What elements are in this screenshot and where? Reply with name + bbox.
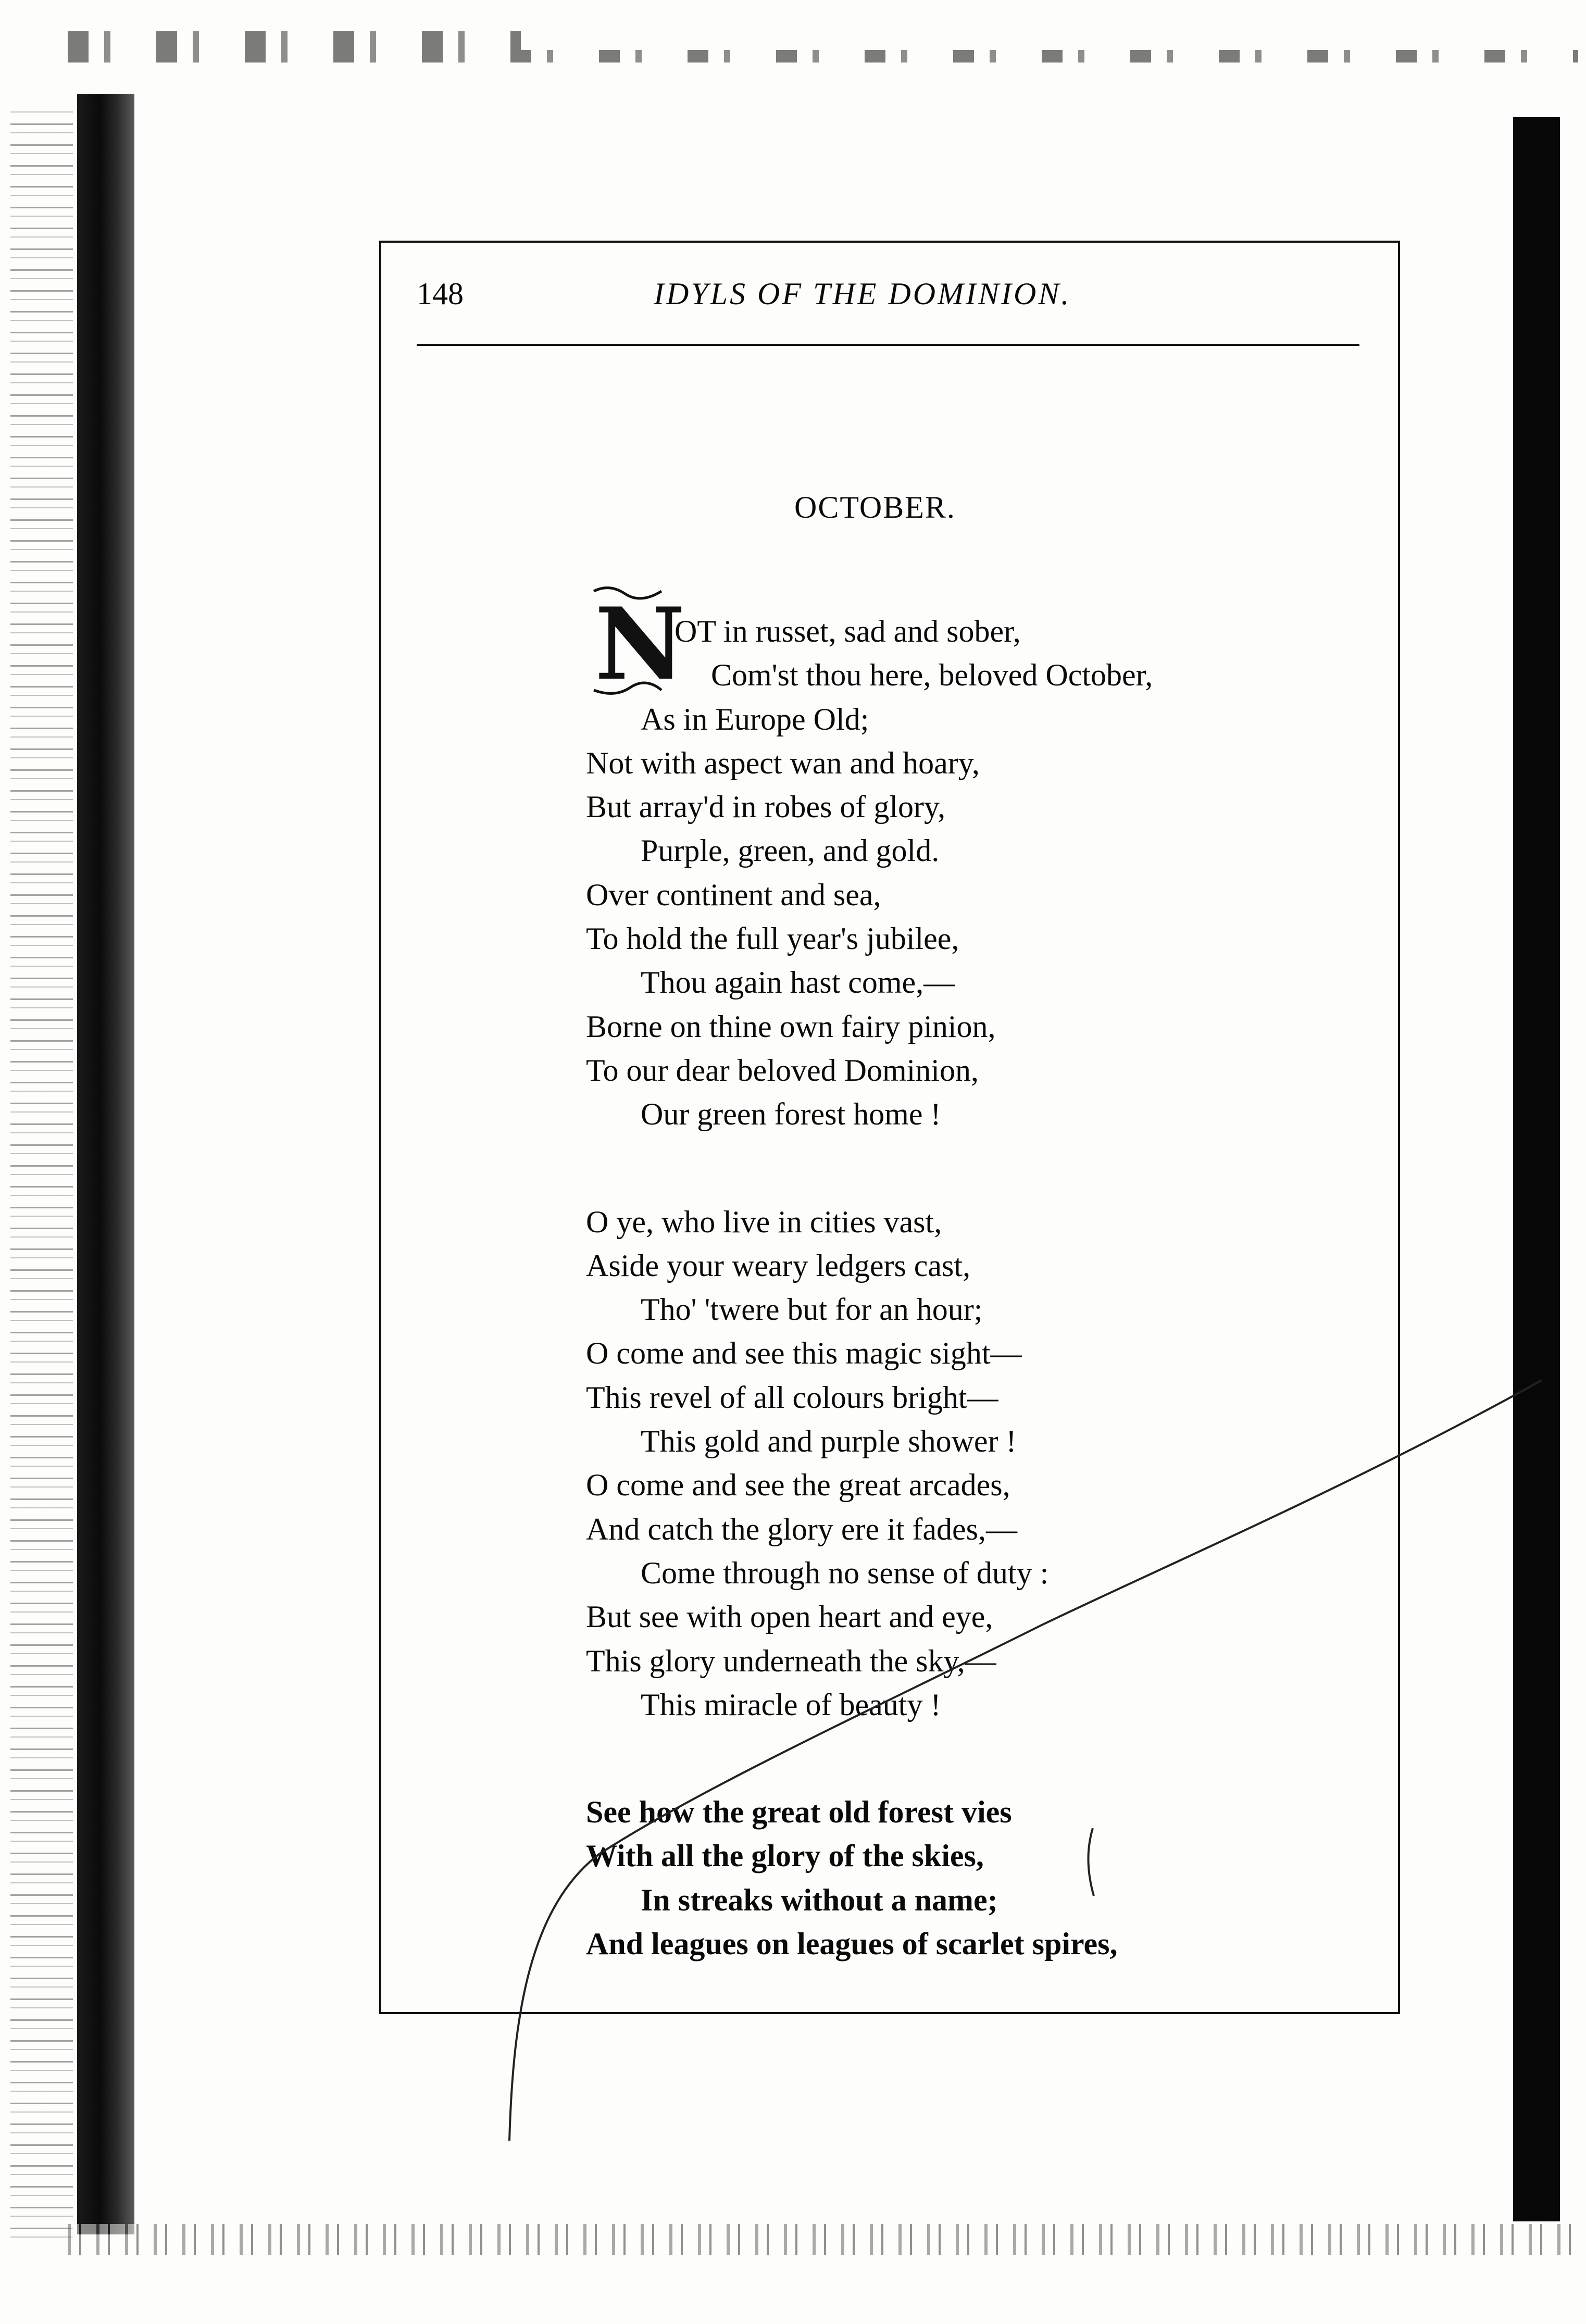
poem-line: And catch the glory ere it fades,— (586, 1511, 1018, 1546)
poem-line: To our dear beloved Dominion, (586, 1053, 979, 1088)
poem-line: Not with aspect wan and hoary, (586, 745, 980, 780)
poem-line: Borne on thine own fairy pinion, (586, 1009, 996, 1044)
poem-line: Thou again hast come,— (641, 965, 955, 1000)
poem-line: O come and see the great arcades, (586, 1468, 1010, 1503)
poem-line: Purple, green, and gold. (641, 833, 940, 868)
poem-line: With all the glory of the skies, (586, 1839, 984, 1873)
poem-line: Over continent and sea, (586, 877, 881, 912)
poem-line: Aside your weary ledgers cast, (586, 1248, 971, 1283)
poem-line: To hold the full year's jubilee, (586, 921, 959, 956)
poem-line: OT in russet, sad and sober, (675, 614, 1021, 648)
page-number: 148 (417, 277, 464, 311)
poem-line: But see with open heart and eye, (586, 1600, 993, 1634)
poem-line: Our green forest home ! (641, 1097, 941, 1132)
poem-title: OCTOBER. (794, 490, 956, 524)
poem-line: And leagues on leagues of scarlet spires, (586, 1927, 1118, 1961)
poem-line: This gold and purple shower ! (641, 1424, 1017, 1459)
poem-line: Com'st thou here, beloved October, (711, 658, 1153, 693)
poem-line: This glory underneath the sky,— (586, 1643, 996, 1678)
poem-line: Tho' 'twere but for an hour; (641, 1292, 983, 1327)
poem-line: See how the great old forest vies (586, 1795, 1012, 1830)
poem-line: But array'd in robes of glory, (586, 790, 946, 824)
poem-line: This revel of all colours bright— (586, 1380, 998, 1415)
drop-cap-letter: N (595, 586, 685, 702)
poem-line: In streaks without a name; (641, 1882, 998, 1917)
poem-line: O come and see this magic sight— (586, 1336, 1022, 1371)
poem-line: As in Europe Old; (641, 702, 869, 736)
poem-line: Come through no sense of duty : (641, 1555, 1049, 1590)
running-title: IDYLS OF THE DOMINION. (654, 277, 1071, 311)
poem-line: O ye, who live in cities vast, (586, 1204, 942, 1239)
poem-line: This miracle of beauty ! (641, 1687, 941, 1722)
